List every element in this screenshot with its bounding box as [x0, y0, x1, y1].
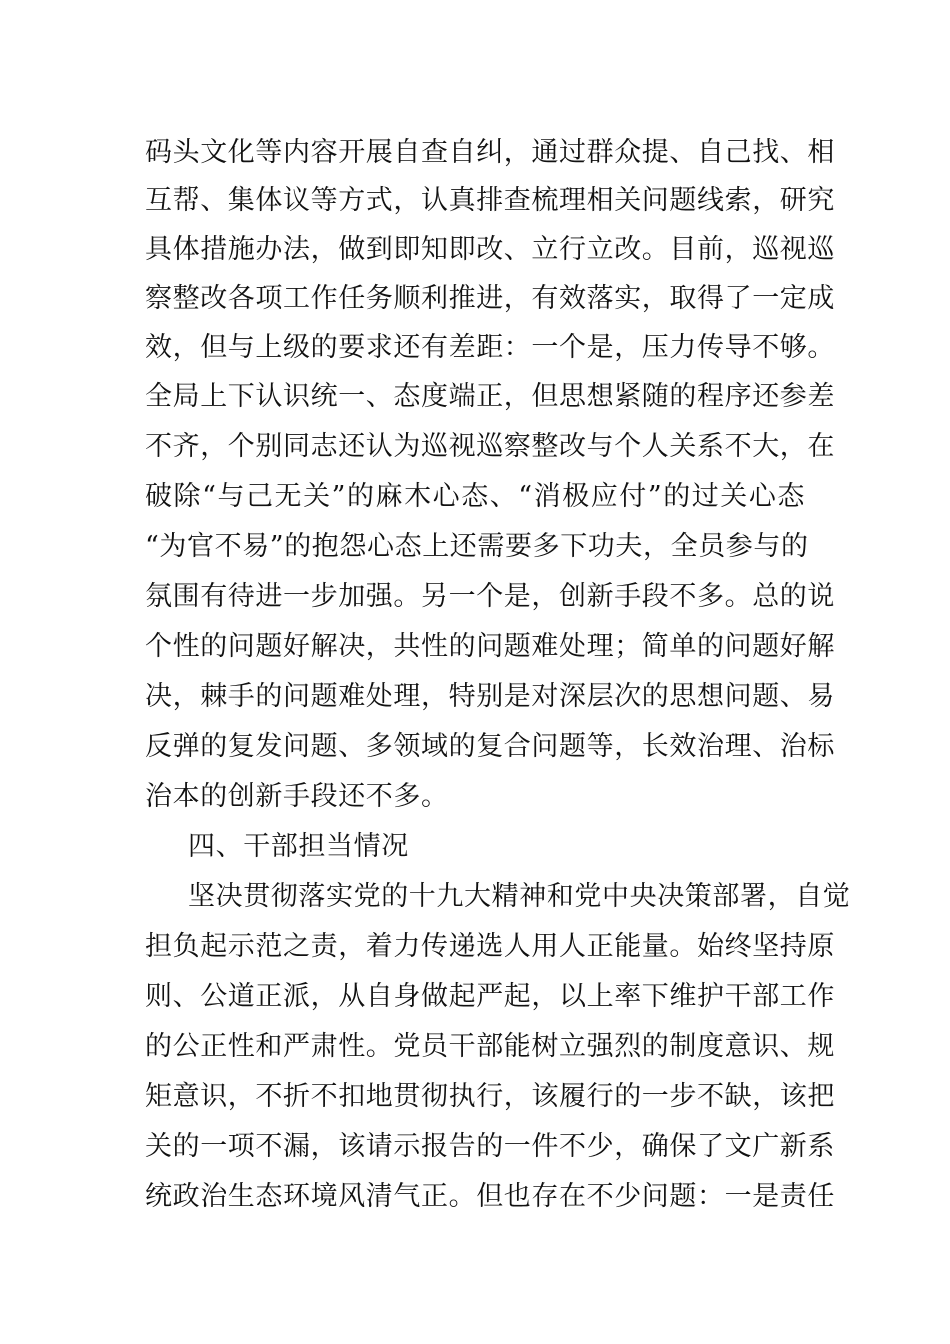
text-line: 反弹的复发问题、多领域的复合问题等，长效治理、治标: [145, 731, 835, 762]
text-line: 氛围有待进一步加强。另一个是，创新手段不多。总的说: [145, 581, 835, 612]
section-heading: 四、干部担当情况: [188, 831, 409, 862]
text-line: “为官不易”的抱怨心态上还需要多下功夫，全员参与的: [145, 531, 809, 562]
text-line: 决，棘手的问题难处理，特别是对深层次的思想问题、易: [145, 681, 835, 712]
text-line: 治本的创新手段还不多。: [145, 781, 449, 812]
text-line: 全局上下认识统一、态度端正，但思想紧随的程序还参差: [145, 381, 835, 412]
text-line: 坚决贯彻落实党的十九大精神和党中央决策部署，自觉: [188, 881, 851, 912]
text-line: 破除“与己无关”的麻木心态、“消极应付”的过关心态: [145, 481, 805, 512]
text-line: 察整改各项工作任务顺利推进，有效落实，取得了一定成: [145, 283, 835, 314]
text-line: 矩意识，不折不扣地贯彻执行，该履行的一步不缺，该把: [145, 1081, 835, 1112]
text-line: 不齐，个别同志还认为巡视巡察整改与个人关系不大，在: [145, 431, 835, 462]
text-line: 具体措施办法，做到即知即改、立行立改。目前，巡视巡: [145, 234, 835, 265]
text-line: 则、公道正派，从自身做起严起，以上率下维护干部工作: [145, 981, 835, 1012]
text-line: 统政治生态环境风清气正。但也存在不少问题：一是责任: [145, 1181, 835, 1212]
text-line: 个性的问题好解决，共性的问题难处理；简单的问题好解: [145, 631, 835, 662]
text-line: 的公正性和严肃性。党员干部能树立强烈的制度意识、规: [145, 1031, 835, 1062]
text-line: 互帮、集体议等方式，认真排查梳理相关问题线索，研究: [145, 185, 835, 216]
text-line: 关的一项不漏，该请示报告的一件不少，确保了文广新系: [145, 1131, 835, 1162]
text-line: 效，但与上级的要求还有差距：一个是，压力传导不够。: [145, 332, 835, 363]
text-line: 担负起示范之责，着力传递选人用人正能量。始终坚持原: [145, 931, 835, 962]
text-line: 码头文化等内容开展自查自纠，通过群众提、自己找、相: [145, 137, 835, 168]
